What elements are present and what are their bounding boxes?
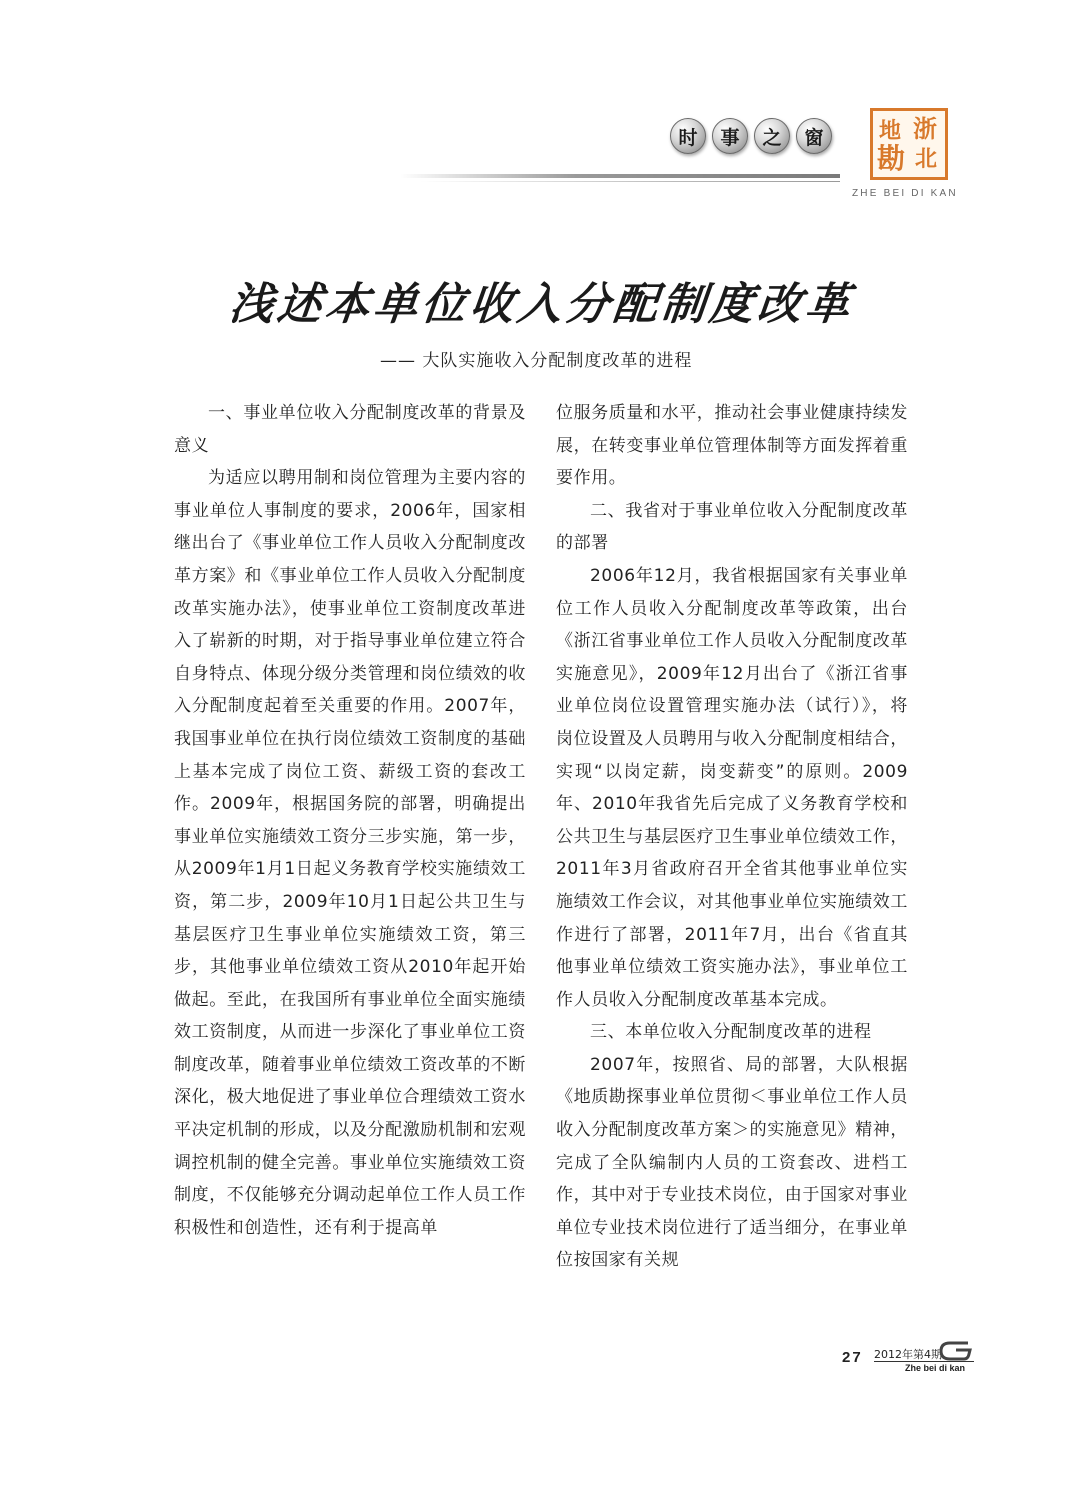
section-badge: 时	[670, 118, 706, 154]
header-rule	[400, 174, 840, 178]
article-subtitle: —— 大队实施收入分配制度改革的进程	[380, 351, 693, 371]
section-heading: 一、事业单位收入分配制度改革的背景及意义	[174, 403, 526, 456]
paragraph: 2006年12月，我省根据国家有关事业单位工作人员收入分配制度改革等政策，出台《浙江省事业单位工作人员收入分配制度改革实施意见》，2009年12月出台了《浙江省事业单位岗位设置管理实施办法（试行）》，将岗位设置及人员聘用与收入分配制度相结合，实现“以岗定薪，岗变薪变”的原则。2009年、2010年我省先后完成了义务教育学校和公共卫生与基层医疗卫生事业单位绩效工作，2011年3月省政府召开全省其他事业单位实施绩效工作会议，对其他事业单位实施绩效工作进行了部署，2011年7月，出台《省直其他事业单位绩效工资实施办法》，事业单位工作人员收入分配制度改革基本完成。	[556, 565, 908, 1010]
section-badges	[670, 118, 832, 154]
article-title: 浅述本单位收入分配制度改革	[226, 279, 857, 330]
logo-char: 北	[915, 146, 938, 172]
section-badge: 之	[754, 118, 790, 154]
issue-label: 2012年第4期	[874, 1348, 942, 1361]
paragraph: 为适应以聘用制和岗位管理为主要内容的事业单位人事制度的要求，2006年，国家相继出台了《事业单位工作人员收入分配制度改革方案》和《事业单位工作人员收入分配制度改革实施办法》，使事业单位工资制度改革进入了崭新的时期，对于指导事业单位建立符合自身特点、体现分级分类管理和岗位绩效的收入分配制度起着至关重要的作用。2007年，我国事业单位在执行岗位绩效工资制度的基础上基本完成了岗位工资、薪级工资的套改工作。2009年，根据国务院的部署，明确提出事业单位实施绩效工资分三步实施，第一步，从2009年1月1日起义务教育学校实施绩效工资，第二步，2009年10月1日起公共卫生与基层医疗卫生事业单位实施绩效工资，第三步，其他事业单位绩效工资从2010年起开始做起。至此，在我国所有事业单位全面实施绩效工资制度，从而进一步深化了事业单位工资制度改革，随着事业单位绩效工资改革的不断深化，极大地促进了事业单位合理绩效工资水平决定机制的形成，以及分配激励机制和宏观调控机制的健全完善。事业单位实施绩效工资制度，不仅能够充分调动起单位工作人员工作积极性和创造性，还有利于提高单	[174, 468, 526, 1238]
section-badge: 事	[712, 118, 748, 154]
section-heading: 二、我省对于事业单位收入分配制度改革的部署	[556, 500, 908, 554]
paragraph-continued: 位服务质量和水平，推动社会事业健康持续发展，在转变事业单位管理体制等方面发挥着重要作用。	[556, 403, 908, 489]
logo-char: 浙	[913, 114, 937, 143]
left-column	[174, 397, 526, 1244]
logo-subtitle: ZHE BEI DI KAN	[852, 188, 958, 199]
header-rule-thin	[420, 181, 840, 182]
journal-name: Zhe bei di kan	[905, 1363, 966, 1373]
page-number: 27	[842, 1349, 863, 1366]
footer-rule	[874, 1361, 974, 1362]
journal-mark-icon	[938, 1340, 974, 1362]
logo-char: 地	[879, 118, 902, 144]
paragraph: 2007年，按照省、局的部署，大队根据《地质勘探事业单位贯彻＜事业单位工作人员收入分配制度改革方案＞的实施意见》精神，完成了全队编制内人员的工资套改、进档工作，其中对于专业技术岗位，由于国家对事业单位专业技术岗位进行了适当细分，在事业单位按国家有关规	[556, 1054, 908, 1271]
right-column	[556, 397, 908, 1277]
logo-char: 勘	[877, 142, 906, 175]
section-badge: 窗	[796, 118, 832, 154]
section-heading: 三、本单位收入分配制度改革的进程	[590, 1022, 872, 1043]
journal-logo	[870, 108, 948, 180]
